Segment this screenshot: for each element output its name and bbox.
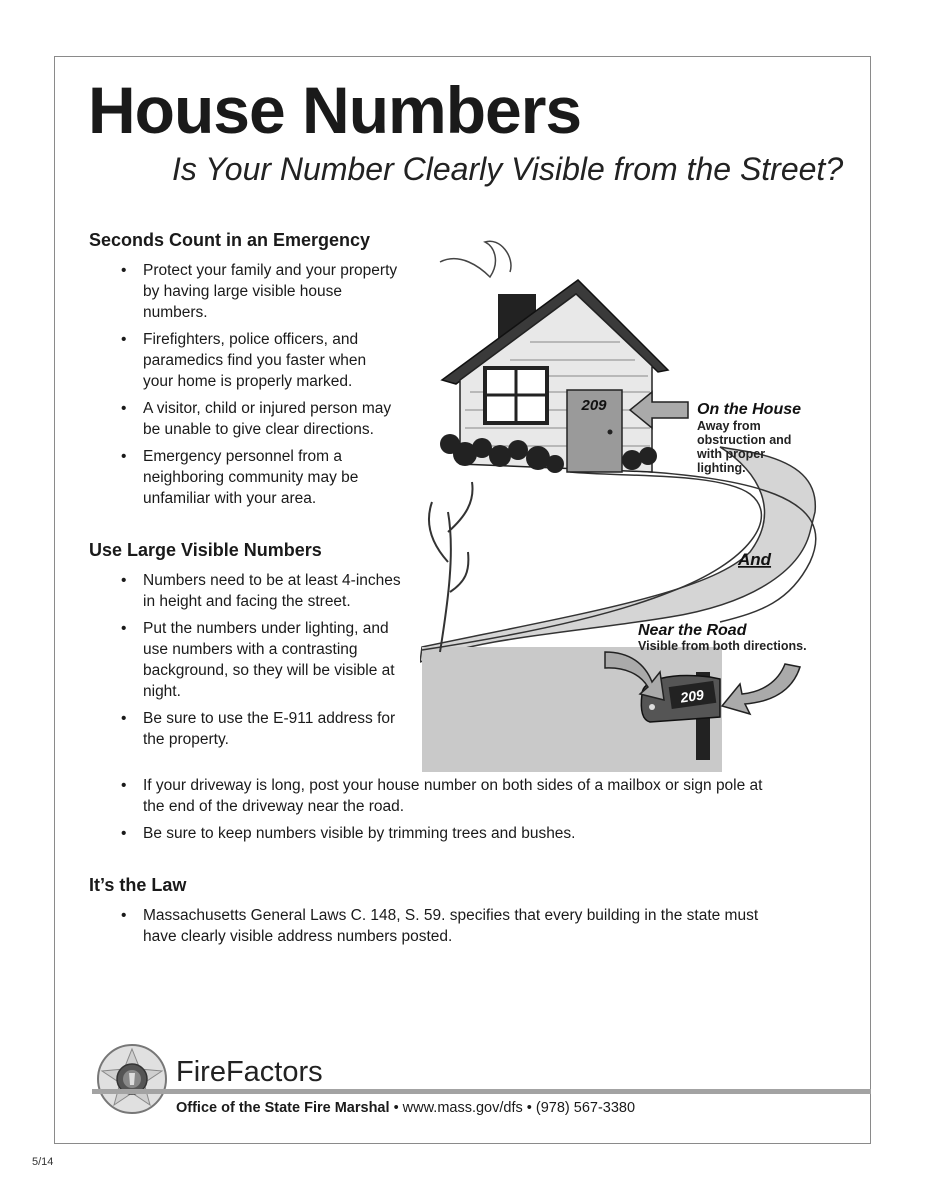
mailbox-number: 209	[679, 686, 705, 706]
footer-contact-line	[176, 1100, 635, 1116]
page-subtitle: Is Your Number Clearly Visible from the Street?	[172, 151, 844, 187]
near-road-title: Near the Road	[638, 622, 747, 639]
list-item: • Be sure to keep numbers visible by trimming trees and bushes.	[0, 823, 770, 844]
date-code: 5/14	[32, 1156, 54, 1168]
and-label: And	[738, 550, 772, 569]
list-item: • Firefighters, police officers, and paramedics find you faster when your home is properly marked.	[0, 329, 400, 392]
office-name: Office of the State Fire Marshal	[176, 1100, 390, 1116]
on-house-line: Away from	[697, 419, 761, 433]
on-house-title: On the House	[697, 401, 802, 418]
list-item: • Emergency personnel from a neighboring community may be unfamiliar with your area.	[0, 446, 400, 509]
list-item: • Be sure to use the E-911 address for the property.	[0, 708, 410, 750]
list-item: • If your driveway is long, post your house number on both sides of a mailbox or sign pole at the end of the driveway near the road.	[0, 775, 770, 817]
chimney-smoke	[440, 241, 511, 277]
on-house-line: obstruction and	[697, 433, 792, 447]
bullet-list-large-numbers	[0, 570, 410, 756]
bullet-list-large-numbers-wide	[0, 775, 770, 850]
list-item: • Protect your family and your property by having large visible house numbers.	[0, 260, 400, 323]
arrow-right-to-mailbox-icon	[722, 664, 800, 714]
section-heading-large-numbers: Use Large Visible Numbers	[89, 540, 322, 560]
list-item: • Numbers need to be at least 4-inches in height and facing the street.	[0, 570, 410, 612]
tree	[429, 482, 473, 652]
bullet-list-law	[0, 905, 770, 953]
brand-name: FireFactors	[176, 1056, 323, 1088]
near-road-text: Visible from both directions.	[638, 639, 807, 653]
fire-marshal-seal-icon	[96, 1043, 168, 1115]
bullet-list-seconds-count	[0, 260, 400, 515]
list-item: • Put the numbers under lighting, and use numbers with a contrasting background, so they will be visible at night.	[0, 618, 410, 702]
house-number: 209	[581, 397, 607, 414]
footer-separator: •	[526, 1100, 532, 1116]
list-item: • Massachusetts General Laws C. 148, S. 59. specifies that every building in the state must have clearly visible address numbers posted.	[0, 905, 770, 947]
section-heading-law: It’s the Law	[89, 875, 187, 895]
list-item: • A visitor, child or injured person may be unable to give clear directions.	[0, 398, 400, 440]
section-heading-seconds-count: Seconds Count in an Emergency	[89, 230, 371, 250]
website-link[interactable]: www.mass.gov/dfs	[402, 1100, 523, 1116]
door-knob	[608, 430, 613, 435]
phone-number: (978) 567-3380	[535, 1100, 636, 1116]
on-house-line: lighting.	[697, 461, 746, 475]
house-illustration	[420, 232, 850, 777]
footer-separator: •	[393, 1100, 399, 1116]
footer-rule	[92, 1089, 871, 1094]
on-house-line: with proper	[697, 447, 766, 461]
page-title: House Numbers	[88, 73, 582, 147]
